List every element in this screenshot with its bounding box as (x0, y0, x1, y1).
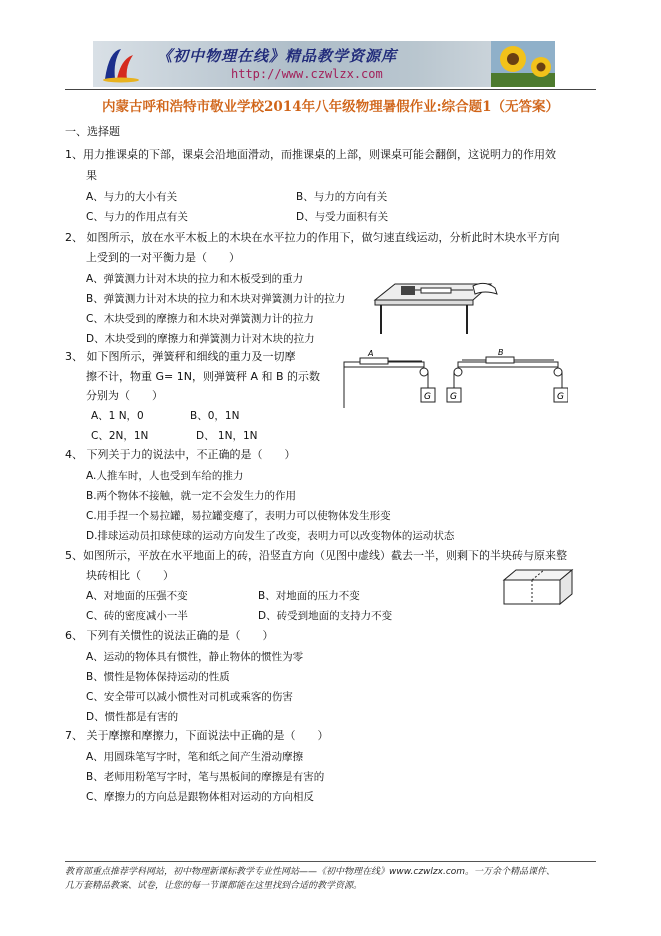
q3-option-c: C、2N，1N (91, 430, 149, 442)
q1-stem-line2: 果 (86, 169, 97, 182)
site-logo-icon (99, 45, 143, 83)
footer-line1: 教育部重点推荐学科网站，初中物理新课标教学专业性网站——《初中物理在线》www.czwlzx.com。一万余个精品课件、 (65, 867, 556, 877)
weight-g-label-2: G (450, 392, 457, 402)
banner-url: http://www.czwlzx.com (231, 67, 383, 81)
q4-option-b: B.两个物体不接触，就一定不会发生力的作用 (86, 490, 297, 502)
q5-option-c: C、砖的密度减小一半 (86, 610, 188, 622)
q6-option-b: B、惯性是物体保持运动的性质 (86, 671, 230, 683)
q3-option-d: D、 1N，1N (196, 430, 258, 442)
q4-option-a: A.人推车时，人也受到车给的推力 (86, 470, 244, 482)
q1-option-b: B、与力的方向有关 (296, 191, 388, 203)
q6-option-a: A、运动的物体具有惯性，静止物体的惯性为零 (86, 651, 304, 663)
q2-stem-line2: 上受到的一对平衡力是（ ） (86, 251, 240, 264)
q5-stem-line2: 块砖相比（ ） (86, 569, 174, 582)
q3-spring-scale-figure (336, 348, 568, 412)
q1-option-d: D、与受力面积有关 (296, 211, 389, 223)
q3-stem-line1: 3、 如下图所示，弹簧秤和细线的重力及一切摩 (65, 350, 296, 363)
q1-option-c: C、与力的作用点有关 (86, 211, 188, 223)
q1-stem-line1: 1、用力推课桌的下部，课桌会沿地面滑动，而推课桌的上部，则课桌可能会翻倒，这说明力的作用效 (65, 148, 556, 161)
q2-option-c: C、木块受到的摩擦力和木块对弹簧测力计的拉力 (86, 313, 314, 325)
q3-stem-line2: 擦不计，物重 G= 1N，则弹簧秤 A 和 B 的示数 (86, 370, 321, 383)
q6-option-c: C、安全带可以减小惯性对司机或乘客的伤害 (86, 691, 293, 703)
q2-option-d: D、木块受到的摩擦力和弹簧测力计对木块的拉力 (86, 333, 315, 345)
q5-option-a: A、对地面的压强不变 (86, 590, 188, 602)
section-heading: 一、选择题 (65, 125, 120, 138)
q5-brick-figure (502, 568, 574, 606)
q7-option-c: C、摩擦力的方向总是跟物体相对运动的方向相反 (86, 791, 314, 803)
spring-scale-a-label: A (368, 349, 374, 358)
q3-stem-line3: 分别为（ ） (86, 389, 163, 402)
weight-g-label-1: G (424, 392, 431, 402)
spring-scale-b-label: B (498, 348, 504, 357)
q5-stem-line1: 5、如图所示，平放在水平地面上的砖，沿竖直方向（见图中虚线）截去一半，则剩下的半块砖与原来整 (65, 549, 567, 562)
footer-rule (65, 861, 596, 862)
footer-line2: 几万套精品教案、试卷，让您的每一节课都能在这里找到合适的教学资源。 (65, 881, 363, 891)
q2-table-figure (373, 276, 503, 336)
q7-option-a: A、用圆珠笔写字时，笔和纸之间产生滑动摩擦 (86, 751, 304, 763)
q7-option-b: B、老师用粉笔写字时，笔与黑板间的摩擦是有害的 (86, 771, 325, 783)
header-rule (65, 89, 596, 90)
weight-g-label-3: G (557, 392, 564, 402)
q2-option-a: A、弹簧测力计对木块的拉力和木板受到的重力 (86, 273, 304, 285)
q6-option-d: D、惯性都是有害的 (86, 711, 179, 723)
sunflower-image (491, 41, 555, 87)
q3-option-b: B、0，1N (190, 410, 240, 422)
q6-stem: 6、 下列有关惯性的说法正确的是（ ） (65, 629, 274, 642)
q4-option-c: C.用手捏一个易拉罐，易拉罐变瘪了，表明力可以使物体发生形变 (86, 510, 391, 522)
document-title: 内蒙古呼和浩特市敬业学校2014年八年级物理暑假作业:综合题1（无答案） (102, 99, 559, 115)
banner-title: 《初中物理在线》精品教学资源库 (157, 47, 398, 65)
q4-stem: 4、 下列关于力的说法中，不正确的是（ ） (65, 448, 296, 461)
q3-option-a: A、1 N，0 (91, 410, 144, 422)
header-banner (93, 41, 555, 87)
q5-option-b: B、对地面的压力不变 (258, 590, 360, 602)
q1-option-a: A、与力的大小有关 (86, 191, 178, 203)
q5-option-d: D、砖受到地面的支持力不变 (258, 610, 393, 622)
q7-stem: 7、 关于摩擦和摩擦力，下面说法中正确的是（ ） (65, 729, 329, 742)
q2-stem-line1: 2、 如图所示，放在水平木板上的木块在水平拉力的作用下，做匀速直线运动，分析此时木块水平方向 (65, 231, 560, 244)
q4-option-d: D.排球运动员扣球使球的运动方向发生了改变，表明力可以改变物体的运动状态 (86, 530, 455, 542)
q2-option-b: B、弹簧测力计对木块的拉力和木块对弹簧测力计的拉力 (86, 293, 346, 305)
